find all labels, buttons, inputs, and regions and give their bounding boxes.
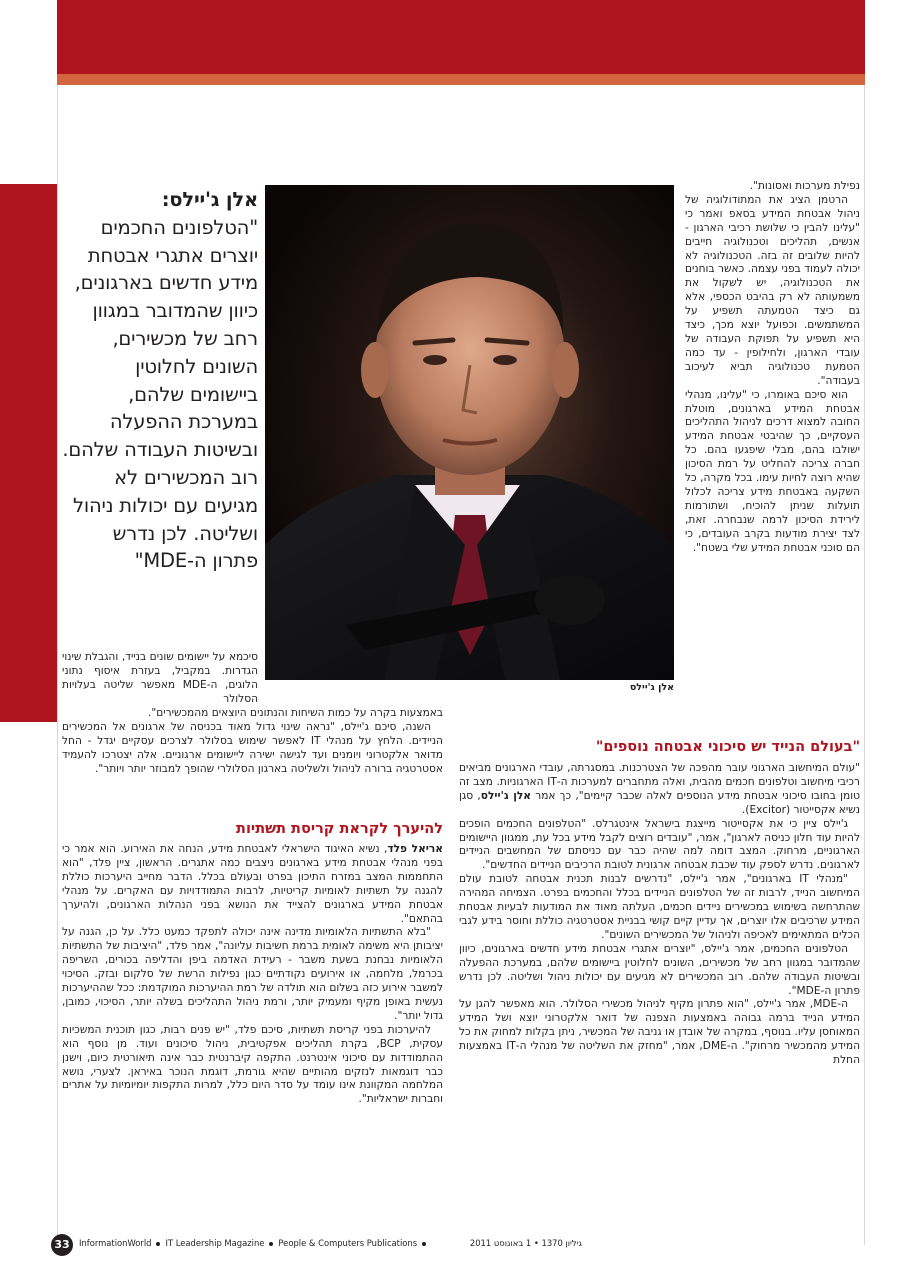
bullet-icon: [269, 1242, 273, 1246]
paragraph: השנה, סיכם ג'יילס, "נראה שינוי גדול מאוד בכניסה של ארגונים אל המכשירים הניידים. הלחץ על מנהלי IT לאפשר שימוש בסלולר לצרכים עסקיים יגדל - החל מדואר אלקטרוני ויומנים ועד לגישה ישירה ליישומים ארגוניים. אלה יצטרכו להעמיד אסטרטגיה ברורה לניהול ולשליטה בארגון הסלולרי שהופך למבוזר יותר ויותר".: [62, 720, 443, 775]
paragraph: [459, 762, 860, 818]
side-red-block: [0, 184, 57, 722]
bullet-icon: [422, 1242, 426, 1246]
paragraph: ג'יילס ציין כי את אקסייטור מייצגת בישראל אינטגרלס. "הטלפונים החכמים הופכים להיות עוד חלון כניסה לארגון", אמר, "עובדים רוצים לקבל מידע בכל עת, ממגוון היישומים הארגוניים, מרחוק. המצב דומה למה שהיה כבר עם כניסתם של המחשבים הניידים לארגונים. נדרש לספק עוד שכבת אבטחה ארגונית לטובת הרכיבים הניידים החדשים".: [459, 817, 860, 872]
section-heading-mobile-risks: "בעולם הנייד יש סיכוני אבטחה נוספים": [595, 739, 860, 755]
page-number: 33: [51, 1234, 73, 1256]
article-column-left-bottom: [62, 843, 443, 1107]
paragraph: ה-MDE, אמר ג'יילס, "הוא פתרון מקיף לניהול מכשירי הסלולר. הוא מאפשר להגן על המידע הנייד ברמה גבוהה באמצעות הצפנה של דואר אלקטרוני יוצא ושל המידע המאוחסן עליו. בנוסף, במקרה של אובדן או גניבה של המכשיר, ניתן בקלות למחוק את כל המידע מהמכשיר מרחוק". ה-DME, אמר, "מחזק את השליטה של מנהלי ה-IT באמצעות החלת: [459, 998, 860, 1067]
top-orange-stripe: [57, 74, 865, 85]
pull-quote-name: אלן ג'יילס:: [161, 188, 258, 211]
footer-publisher: People & Computers Publications: [278, 1238, 418, 1248]
pull-quote: [62, 186, 258, 575]
paragraph: נפילת מערכות ואסונות".: [749, 180, 860, 192]
paragraph: [62, 843, 443, 926]
paragraph: "מנהלי IT בארגונים", אמר ג'יילס, "נדרשים לבנות תכנית אבטחה לטובת עולם המיחשוב הנייד, לרבות זה של הטלפונים הניידים בכלל והחכמים בפרט. הצמיחה המהירה שהתרחשה בשימוש במכשירים ניידים חכמים, העלתה מאוד את המודעות לבעיות אבטחת המידע שרכיבים אלו יוצרים, אך עדיין קיים קושי בבניית אסטרטגיה כוללת וחוסר בידע לגבי הכלים המתאימים לאכיפה ולניהול של המכשירים השונים".: [459, 873, 860, 941]
page-frame-right: [864, 85, 865, 1245]
portrait-photo: [265, 185, 674, 680]
paragraph: הרטמן הציג את המתודולוגיה של ניהול אבטחת המידע בסאפ ואמר כי "עלינו להבין כי שלושת רכיבי הארגון - אנשים, תהליכים וטכנולוגיה חייבים להיות שלובים זה בזה. הטכנולוגיה לא יכולה לעמוד בפני עצמה. כאשר בוחנים את הטכנולוגיה, יש לשקול את משמעותה לא רק בהיבט הכספי, אלא גם כיצד הטמעתה תשפיע על המשתמשים. וכפועל יוצא מכך, כיצד היא תשפיע על תפוקת העבודה של עובדי הארגון, ולחילופין - עד כמה הטמעת טכנולוגיה תביא לעיכוב בעבודה".: [685, 193, 860, 387]
top-red-band: [57, 0, 865, 74]
paragraph-text: , סגן נשיא אקסייטור (Excitor).: [459, 789, 860, 816]
speaker-name: אלן ג'יילס: [480, 789, 531, 802]
photo-caption: אלן ג'יילס: [629, 682, 674, 693]
paragraph: "בלא התשתיות הלאומיות מדינה אינה יכולה לתפקד כמעט כלל. על כן, הגנה על יציבותן היא משימה לאומית ברמת חשיבות עליונה", אמר פלד, "היציבות של התשתיות הלאומיות נבחנת בשעת משבר - רעידת האדמה ביפן והדליפה בכורים, השריפה בכרמל, מלחמה, או אירועים נקודתיים כגון נפילות הרשת של סלקום ובזק. הסיכוי למשבר אירוע כזה בשלום הוא תולדה של רמת ההיערכות המוקדמת: ככל שההיערכות נעשית באופן מקיף ומעמיק יותר, ורמת ניהול התהליכים בשלה יותר, הסיכוי, כמובן, גדול יותר".: [61, 926, 443, 1022]
paragraph: באמצעות בקרה על כמות השיחות והנתונים היוצאים מהמכשירים".: [147, 707, 443, 719]
paragraph: הטלפונים החכמים, אמר ג'יילס, "יוצרים אתגרי אבטחת מידע חדשים בארגונים, כיוון שהמדובר במגוון רחב של מכשירים, השונים לחלוטין ביישומים שלהם, במערכת ההפעלה ובשיטות העבודה שלהם. רוב המכשירים לא מגיעים עם יכולות ניהול ושליטה. לכן נדרש פתרון ה-MDE".: [459, 942, 860, 997]
paragraph: להיערכות בפני קריסת תשתיות, סיכם פלד, "יש פנים רבות, כגון תוכנית המשכיות עסקית, BCP, בקרת תהליכים אפקטיבית, ניהול סיכונים ועוד. מן נוסף הוא ההתמודדות עם סיכוני אינטרנט. התקפה קיברנטית כבר אינה תיאורטית כיום, וישנן כבר דוגמאות לנזקים מהותיים שהיא גורמת, דוגמת הנוכר באיראן. לצערי, נושא המלחמה המקוונת אינו עומד על סדר היום כלל, למרות התקפות יומיומיות על אתרים וחברות ישראליות".: [62, 1023, 443, 1106]
paragraph-text: "עולם המיחשוב הארגוני עובר מהפכה של הצטרכנות. במסגרתה, עובדי הארגונים מביאים רכיבי מיחשוב וטלפונים חכמים מהבית, ואלה מתחברים למערכות ה-IT הארגוניות. מצב זה טומן בחובו סיכוני אבטחת מידע הנוספים לאלה שכבר קיימים", כך אמר: [459, 762, 860, 802]
paragraph: סיכמא על יישומים שונים בנייד, והגבלת שינוי הגדרות. במקביל, בעזרת איסוף נתוני הלוגים, ה-MDE מאפשר שליטה בעלויות הסלולר: [62, 651, 258, 705]
article-column-right-top: [685, 180, 860, 555]
article-column-middle: [62, 707, 443, 777]
footer-publication-line: [79, 1238, 431, 1248]
section-heading-infrastructure: להיערך לקראת קריסת תשתיות: [236, 821, 443, 837]
article-column-right-bottom: [459, 762, 860, 1068]
pull-quote-text: "הטלפונים החכמים יוצרים אתגרי אבטחת מידע חדשים בארגונים, כיוון שהמדובר במגוון רחב של מכשירים, השונים לחלוטין ביישומים שלהם, במערכת ההפעלה ובשיטות העבודה שלהם. רוב המכשירים לא מגיעים עם יכולות ניהול ושליטה. לכן נדרש פתרון ה-MDE": [62, 215, 258, 573]
footer-magazine: IT Leadership Magazine: [165, 1238, 265, 1248]
footer-publication: InformationWorld: [79, 1238, 152, 1248]
page-frame-left: [57, 85, 58, 1245]
speaker-name: אריאל פלד: [387, 843, 443, 855]
footer-issue: גיליון 1370 • 1 באוגוסט 2011: [469, 1238, 582, 1248]
article-column-left-top: [62, 651, 258, 707]
paragraph-text: , נשיא האיגוד הישראלי לאבטחת מידע, הנחה את האירוע. הוא אמר כי בפני מנהלי אבטחת מידע בארגונים ניצבים כמה אתגרים. הראשון, ציין פלד, "הוא התחממות המצב במזרח התיכון בפרט ובעולם בכלל. הדבר מחייב היערכות כוללת להגנה על תשתיות לאומיות קריטיות, לרבות התמודדויות עם האקרים. על מנהלי אבטחת המידע בארגונים להצייד את הנושא בפני הנהלות הארגונים, ולהיערך בהתאם".: [62, 843, 443, 925]
portrait-illustration: [265, 185, 674, 680]
page-footer: [47, 1231, 867, 1257]
paragraph: הוא סיכם באומרו, כי "עלינו, מנהלי אבטחת המידע בארגונים, מוטלת החובה למצוא דרכים לניהול התהליכים העסקיים, כך שהיבטי אבטחת המידע ישולבו בהם, מבלי שיפגעו בהם. כל חברה צריכה להחליט על רמת הסיכון שהיא רוצה לחיות עימו. בכל מקרה, כל השקעה באבטחת מידע צריכה לכלול תועלות שניתן להוכיח, ושתורמות לירידת הסיכון לרמה שנבחרה. זאת, לצד יצירת מודעות בקרב העובדים, כי הם סוכני אבטחת המידע שלי בשטח".: [685, 388, 860, 554]
bullet-icon: [156, 1242, 160, 1246]
